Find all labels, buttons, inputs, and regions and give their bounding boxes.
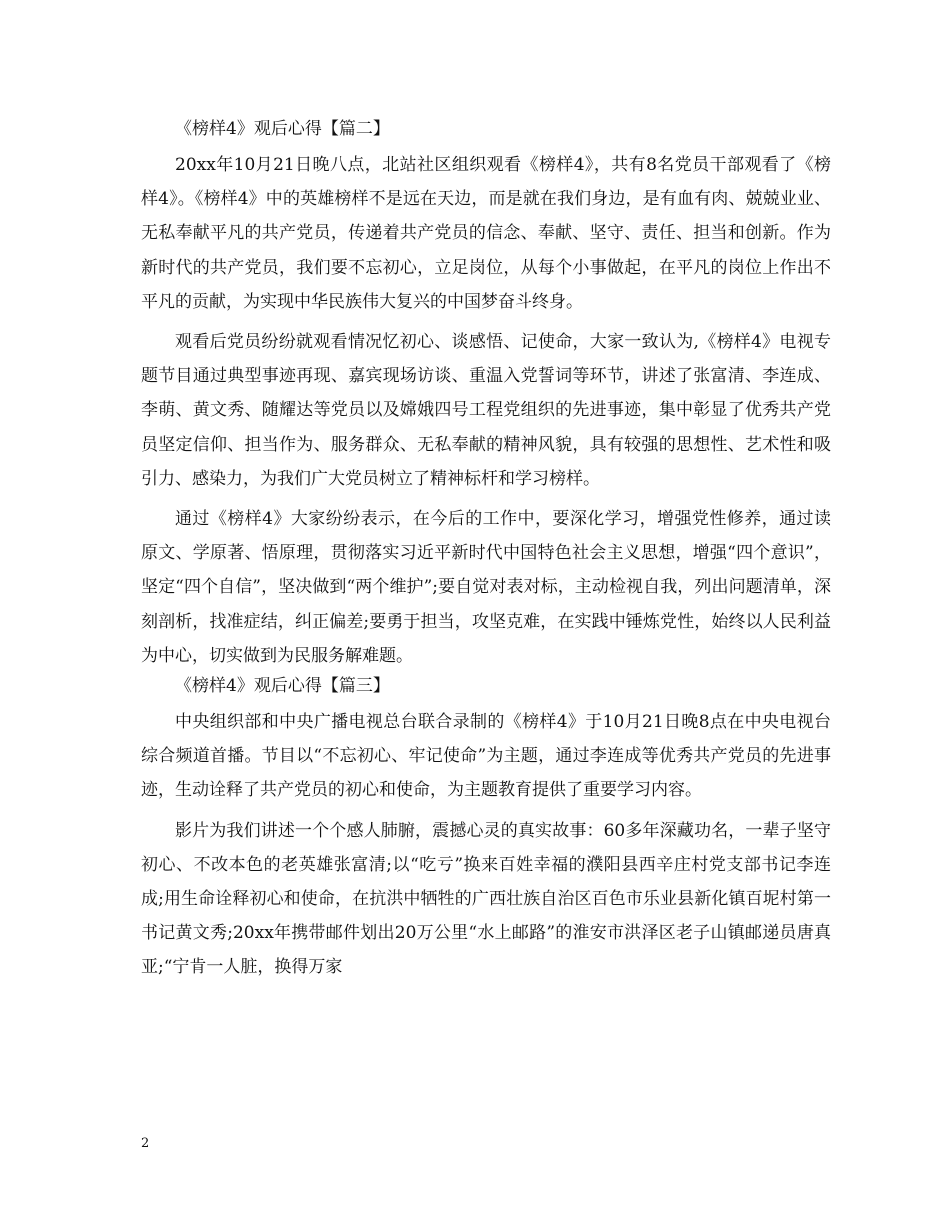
document-body: [141, 116, 831, 985]
paragraph: 20xx年10月21日晚八点，北站社区组织观看《榜样4》，共有8名党员干部观看了《榜样4》。《榜样4》中的英雄榜样不是远在天边，而是就在我们身边，是有血有肉、兢兢业业、无私奉献平凡的共产党员，传递着共产党员的信念、奉献、坚守、责任、担当和创新。作为新时代的共产党员，我们要不忘初心，立足岗位，从每个小事做起，在平凡的岗位上作出不平凡的贡献，为实现中华民族伟大复兴的中国梦奋斗终身。: [141, 155, 831, 312]
section-heading-2: 《榜样4》观后心得【篇二】: [175, 119, 390, 139]
paragraph: 观看后党员纷纷就观看情况忆初心、谈感悟、记使命，大家一致认为,《榜样4》电视专题节目通过典型事迹再现、嘉宾现场访谈、重温入党誓词等环节，讲述了张富清、李连成、李萌、黄文秀、随耀达等党员以及嫦娥四号工程党组织的先进事迹，集中彰显了优秀共产党员坚定信仰、担当作为、服务群众、无私奉献的精神风貌，具有较强的思想性、艺术性和吸引力、感染力，为我们广大党员树立了精神标杆和学习榜样。: [141, 332, 831, 489]
page-number: 2: [141, 1136, 150, 1151]
section-heading-3: 《榜样4》观后心得【篇三】: [175, 676, 390, 697]
paragraph: 中央组织部和中央广播电视总台联合录制的《榜样4》于10月21日晚8点在中央电视台综合频道首播。节目以“不忘初心、牢记使命”为主题，通过李连成等优秀共产党员的先进事迹，生动诠释了共产党员的初心和使命，为主题教育提供了重要学习内容。: [141, 712, 831, 801]
paragraph: 影片为我们讲述一个个感人肺腑，震撼心灵的真实故事：60多年深藏功名，一辈子坚守初心、不改本色的老英雄张富清;以“吃亏”换来百姓幸福的濮阳县西辛庄村党支部书记李连成;用生命诠释初心和使命，在抗洪中牺牲的广西壮族自治区百色市乐业县新化镇百坭村第一书记黄文秀;20xx年携带邮件划出20万公里“水上邮路”的淮安市洪泽区老子山镇邮递员唐真亚;“宁肯一人脏，换得万家: [141, 820, 831, 978]
paragraph: 通过《榜样4》大家纷纷表示，在今后的工作中，要深化学习，增强党性修养，通过读原文、学原著、悟原理，贯彻落实习近平新时代中国特色社会主义思想，增强“四个意识”，坚定“四个自信”，坚决做到“两个维护”;要自觉对表对标，主动检视自我，列出问题清单，深刻剖析，找准症结，纠正偏差;要勇于担当，攻坚克难，在实践中锤炼党性，始终以人民利益为中心，切实做到为民服务解难题。: [141, 509, 831, 666]
